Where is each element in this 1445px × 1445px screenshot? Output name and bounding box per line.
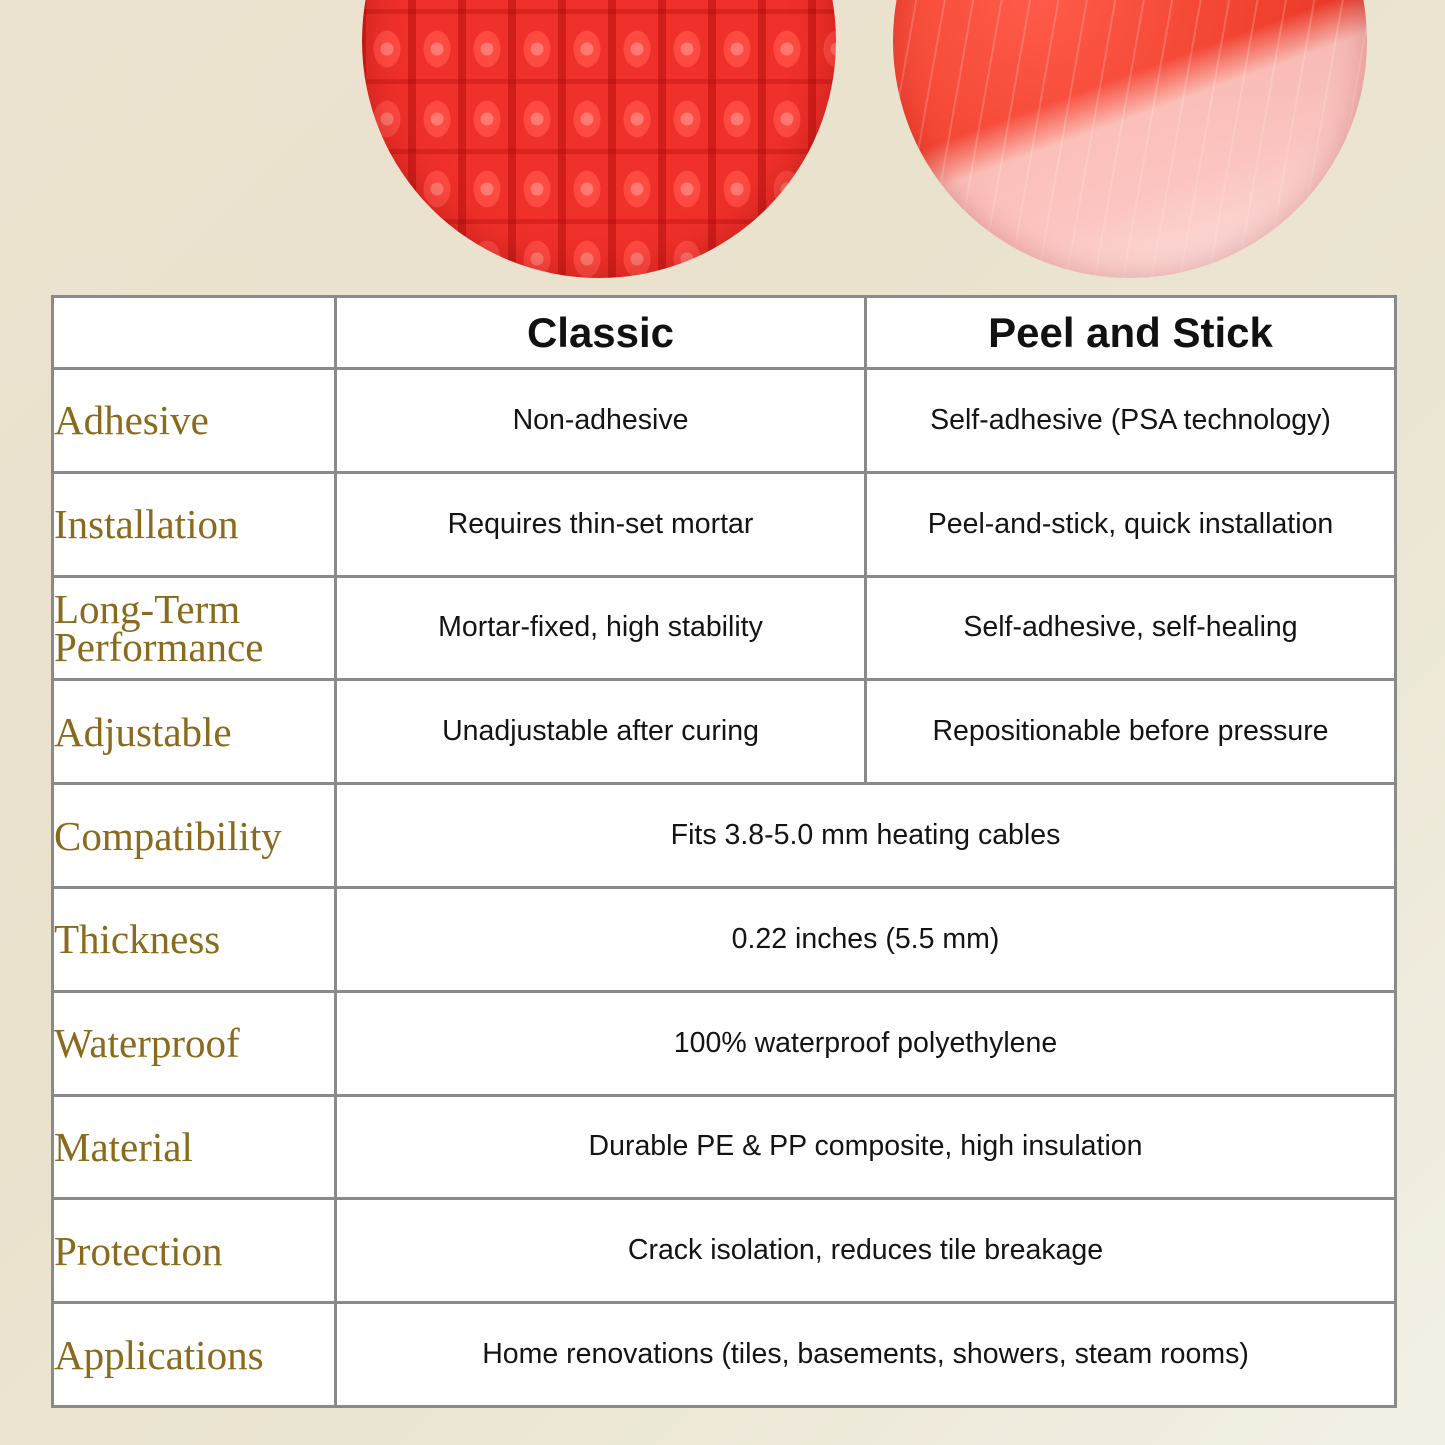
row-label-applications: Applications — [53, 1303, 336, 1407]
cell-peel: Repositionable before pressure — [866, 680, 1396, 784]
row-label-material: Material — [53, 1095, 336, 1199]
cell-peel: Peel-and-stick, quick installation — [866, 472, 1396, 576]
table-row — [53, 887, 1396, 991]
row-label-installation: Installation — [53, 472, 336, 576]
cell-classic: Unadjustable after curing — [336, 680, 866, 784]
cell-shared: Crack isolation, reduces tile breakage — [336, 1199, 1396, 1303]
cell-peel: Self-adhesive, self-healing — [866, 576, 1396, 680]
header-peel-and-stick: Peel and Stick — [866, 297, 1396, 369]
row-label-thickness: Thickness — [53, 887, 336, 991]
table-row — [53, 1303, 1396, 1407]
row-label-compatibility: Compatibility — [53, 784, 336, 888]
cell-shared: Durable PE & PP composite, high insulation — [336, 1095, 1396, 1199]
cell-shared: 0.22 inches (5.5 mm) — [336, 887, 1396, 991]
header-empty-cell — [53, 297, 336, 369]
comparison-table — [51, 295, 1397, 1408]
classic-membrane-photo — [362, 0, 836, 278]
table-row — [53, 1095, 1396, 1199]
cell-shared: Fits 3.8-5.0 mm heating cables — [336, 784, 1396, 888]
row-label-long-term-performance: Long-Term Performance — [53, 576, 336, 680]
table-row — [53, 1199, 1396, 1303]
table-row — [53, 472, 1396, 576]
cell-peel: Self-adhesive (PSA technology) — [866, 369, 1396, 473]
table-row — [53, 680, 1396, 784]
table-row — [53, 784, 1396, 888]
row-label-adhesive: Adhesive — [53, 369, 336, 473]
cell-classic: Requires thin-set mortar — [336, 472, 866, 576]
row-label-waterproof: Waterproof — [53, 991, 336, 1095]
table-row — [53, 369, 1396, 473]
table-row — [53, 991, 1396, 1095]
cell-classic: Mortar-fixed, high stability — [336, 576, 866, 680]
header-classic: Classic — [336, 297, 866, 369]
table-header-row — [53, 297, 1396, 369]
table-row — [53, 576, 1396, 680]
cell-classic: Non-adhesive — [336, 369, 866, 473]
cell-shared: 100% waterproof polyethylene — [336, 991, 1396, 1095]
row-label-adjustable: Adjustable — [53, 680, 336, 784]
peel-and-stick-membrane-photo — [893, 0, 1367, 278]
row-label-protection: Protection — [53, 1199, 336, 1303]
cell-shared: Home renovations (tiles, basements, showers, steam rooms) — [336, 1303, 1396, 1407]
